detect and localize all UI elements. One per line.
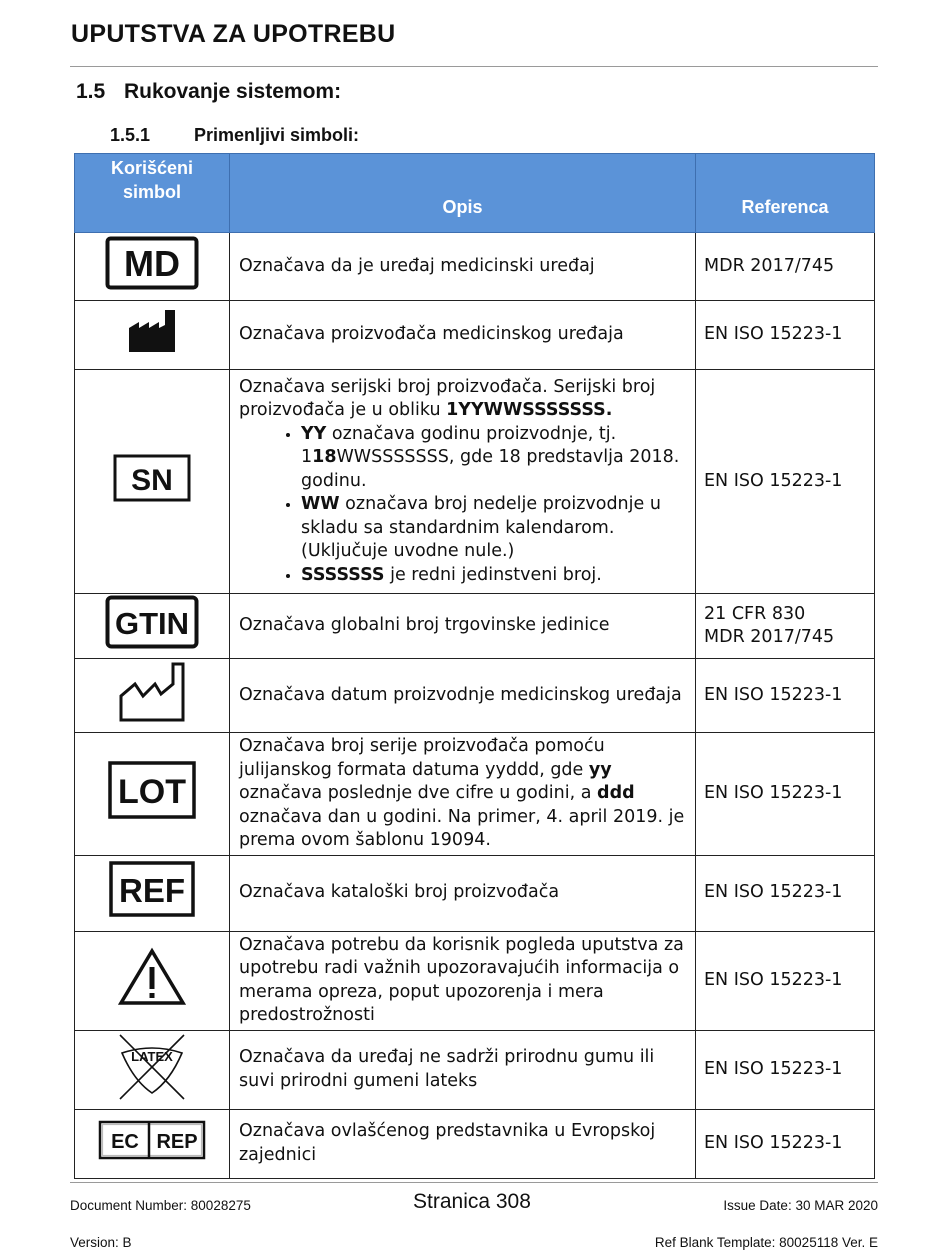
bullet-text: WWSSSSSSS, gde 18 predstavlja 2018. godinu.	[301, 447, 680, 491]
gtin-symbol-icon	[105, 595, 199, 649]
symbols-table	[74, 153, 875, 1179]
description-cell: Označava da uređaj ne sadrži prirodnu gumu ili suvi prirodni gumeni lateks	[230, 1030, 696, 1109]
symbol-cell	[75, 594, 230, 659]
bullet-bold: SSSSSSS	[301, 564, 385, 585]
ref-symbol-icon	[109, 861, 195, 917]
lot-symbol-icon	[108, 761, 196, 819]
reference-cell: EN ISO 15223-1	[696, 1109, 875, 1178]
subsection-title: Primenljivi simboli:	[194, 125, 360, 145]
description-cell: Označava proizvođača medicinskog uređaja	[230, 301, 696, 370]
column-header-description: Opis	[230, 154, 696, 233]
table-row	[75, 931, 875, 1030]
table-row	[75, 233, 875, 301]
section-number: 1.5	[76, 80, 106, 103]
reference-line: 21 CFR 830	[704, 603, 806, 624]
sn-bullet-list	[239, 423, 687, 588]
lot-symbol-text: LOT	[118, 773, 186, 811]
description-cell: Označava da je uređaj medicinski uređaj	[230, 233, 696, 301]
subsection-number: 1.5.1	[110, 125, 151, 145]
symbol-cell	[75, 233, 230, 301]
table-row	[75, 855, 875, 931]
lot-description-bold: ddd	[597, 783, 635, 803]
caution-icon	[117, 947, 187, 1007]
footer-document-number: Document Number: 80028275	[70, 1198, 251, 1213]
symbol-cell	[75, 370, 230, 594]
footer-page-number: Stranica 308	[413, 1190, 531, 1213]
list-item	[301, 564, 687, 588]
section-title: Rukovanje sistemom:	[124, 80, 342, 103]
sn-symbol-icon	[113, 454, 191, 502]
reference-cell: EN ISO 15223-1	[696, 1030, 875, 1109]
description-cell	[230, 370, 696, 594]
list-item	[301, 423, 687, 494]
sn-description	[239, 376, 687, 423]
table-row	[75, 370, 875, 594]
reference-cell: EN ISO 15223-1	[696, 370, 875, 594]
table-row	[75, 1109, 875, 1178]
sn-symbol-text: SN	[131, 463, 173, 497]
column-header-symbol-line2: simbol	[122, 182, 181, 202]
description-cell: Označava ovlašćenog predstavnika u Evropskoj zajednici	[230, 1109, 696, 1178]
column-header-symbol-line1: Korišćeni	[110, 158, 194, 178]
lot-description-text: Označava broj serije proizvođača pomoću julijanskog formata datuma yyddd, gde	[239, 736, 605, 780]
latex-symbol-text: LATEX	[131, 1048, 173, 1064]
ec-symbol-text: EC	[111, 1130, 139, 1153]
description-cell: Označava globalni broj trgovinske jedinice	[230, 594, 696, 659]
ec-rep-icon	[97, 1119, 207, 1161]
bullet-bold: YY	[301, 423, 327, 444]
footer-divider	[70, 1182, 878, 1183]
title-divider	[70, 66, 878, 67]
footer-issue-date: Issue Date: 30 MAR 2020	[723, 1198, 878, 1213]
reference-cell: EN ISO 15223-1	[696, 855, 875, 931]
symbol-cell	[75, 931, 230, 1030]
lot-description-text: označava poslednje dve cifre u godini, a	[239, 783, 598, 803]
list-item	[301, 493, 687, 564]
bullet-bold: 18	[312, 447, 337, 468]
date-of-manufacture-icon	[117, 660, 187, 724]
bullet-text: je redni jedinstveni broj.	[384, 564, 602, 585]
description-cell: Označava potrebu da korisnik pogleda uputstva za upotrebu radi važnih upozoravajućih informacija o merama opreza, poput upozorenja i mera predostrožnosti	[230, 931, 696, 1030]
bullet-text: označava godinu proizvodnje, tj.	[326, 423, 617, 444]
table-row	[75, 301, 875, 370]
table-row	[75, 659, 875, 733]
subsection-heading	[110, 125, 359, 146]
description-cell: Označava kataloški broj proizvođača	[230, 855, 696, 931]
bullet-text: označava broj nedelje proizvodnje u skladu sa standardnim kalendarom. (Uključuje uvodne nule.)	[301, 494, 661, 562]
symbol-cell	[75, 301, 230, 370]
symbol-cell	[75, 1030, 230, 1109]
reference-cell: EN ISO 15223-1	[696, 733, 875, 856]
table-header-row	[75, 154, 875, 233]
reference-cell: EN ISO 15223-1	[696, 301, 875, 370]
bullet-bold: WW	[301, 494, 340, 515]
symbol-cell	[75, 855, 230, 931]
footer-template: Ref Blank Template: 80025118 Ver. E	[654, 1235, 878, 1250]
symbol-cell	[75, 1109, 230, 1178]
bullet-text: 1	[301, 447, 313, 468]
description-cell	[230, 733, 696, 856]
column-header-reference: Referenca	[696, 154, 875, 233]
column-header-symbol	[75, 154, 230, 233]
table-row	[75, 594, 875, 659]
manufacturer-icon	[127, 308, 177, 354]
description-cell: Označava datum proizvodnje medicinskog uređaja	[230, 659, 696, 733]
gtin-symbol-text: GTIN	[114, 606, 190, 642]
md-symbol-text: MD	[124, 242, 180, 284]
footer-version: Version: B	[70, 1235, 132, 1250]
reference-line: MDR 2017/745	[704, 627, 835, 647]
reference-cell: MDR 2017/745	[696, 233, 875, 301]
reference-cell: EN ISO 15223-1	[696, 931, 875, 1030]
lot-description-text: označava dan u godini. Na primer, 4. april 2019. je prema ovom šablonu 19094.	[239, 806, 685, 850]
reference-cell: EN ISO 15223-1	[696, 659, 875, 733]
reference-cell	[696, 594, 875, 659]
latex-free-icon	[114, 1031, 190, 1101]
rep-symbol-text: REP	[156, 1130, 198, 1153]
sn-format: 1YYWWSSSSSSS.	[446, 400, 613, 421]
lot-description-bold: yy	[588, 759, 612, 780]
symbol-cell	[75, 733, 230, 856]
table-row	[75, 1030, 875, 1109]
md-symbol-icon	[105, 236, 199, 290]
section-heading	[76, 80, 341, 104]
document-title: UPUTSTVA ZA UPOTREBU	[71, 20, 396, 48]
symbol-cell	[75, 659, 230, 733]
table-row	[75, 733, 875, 856]
ref-symbol-text: REF	[119, 872, 185, 910]
sn-description-text: Označava serijski broj proizvođača. Serijski broj proizvođača je u obliku	[239, 376, 656, 421]
